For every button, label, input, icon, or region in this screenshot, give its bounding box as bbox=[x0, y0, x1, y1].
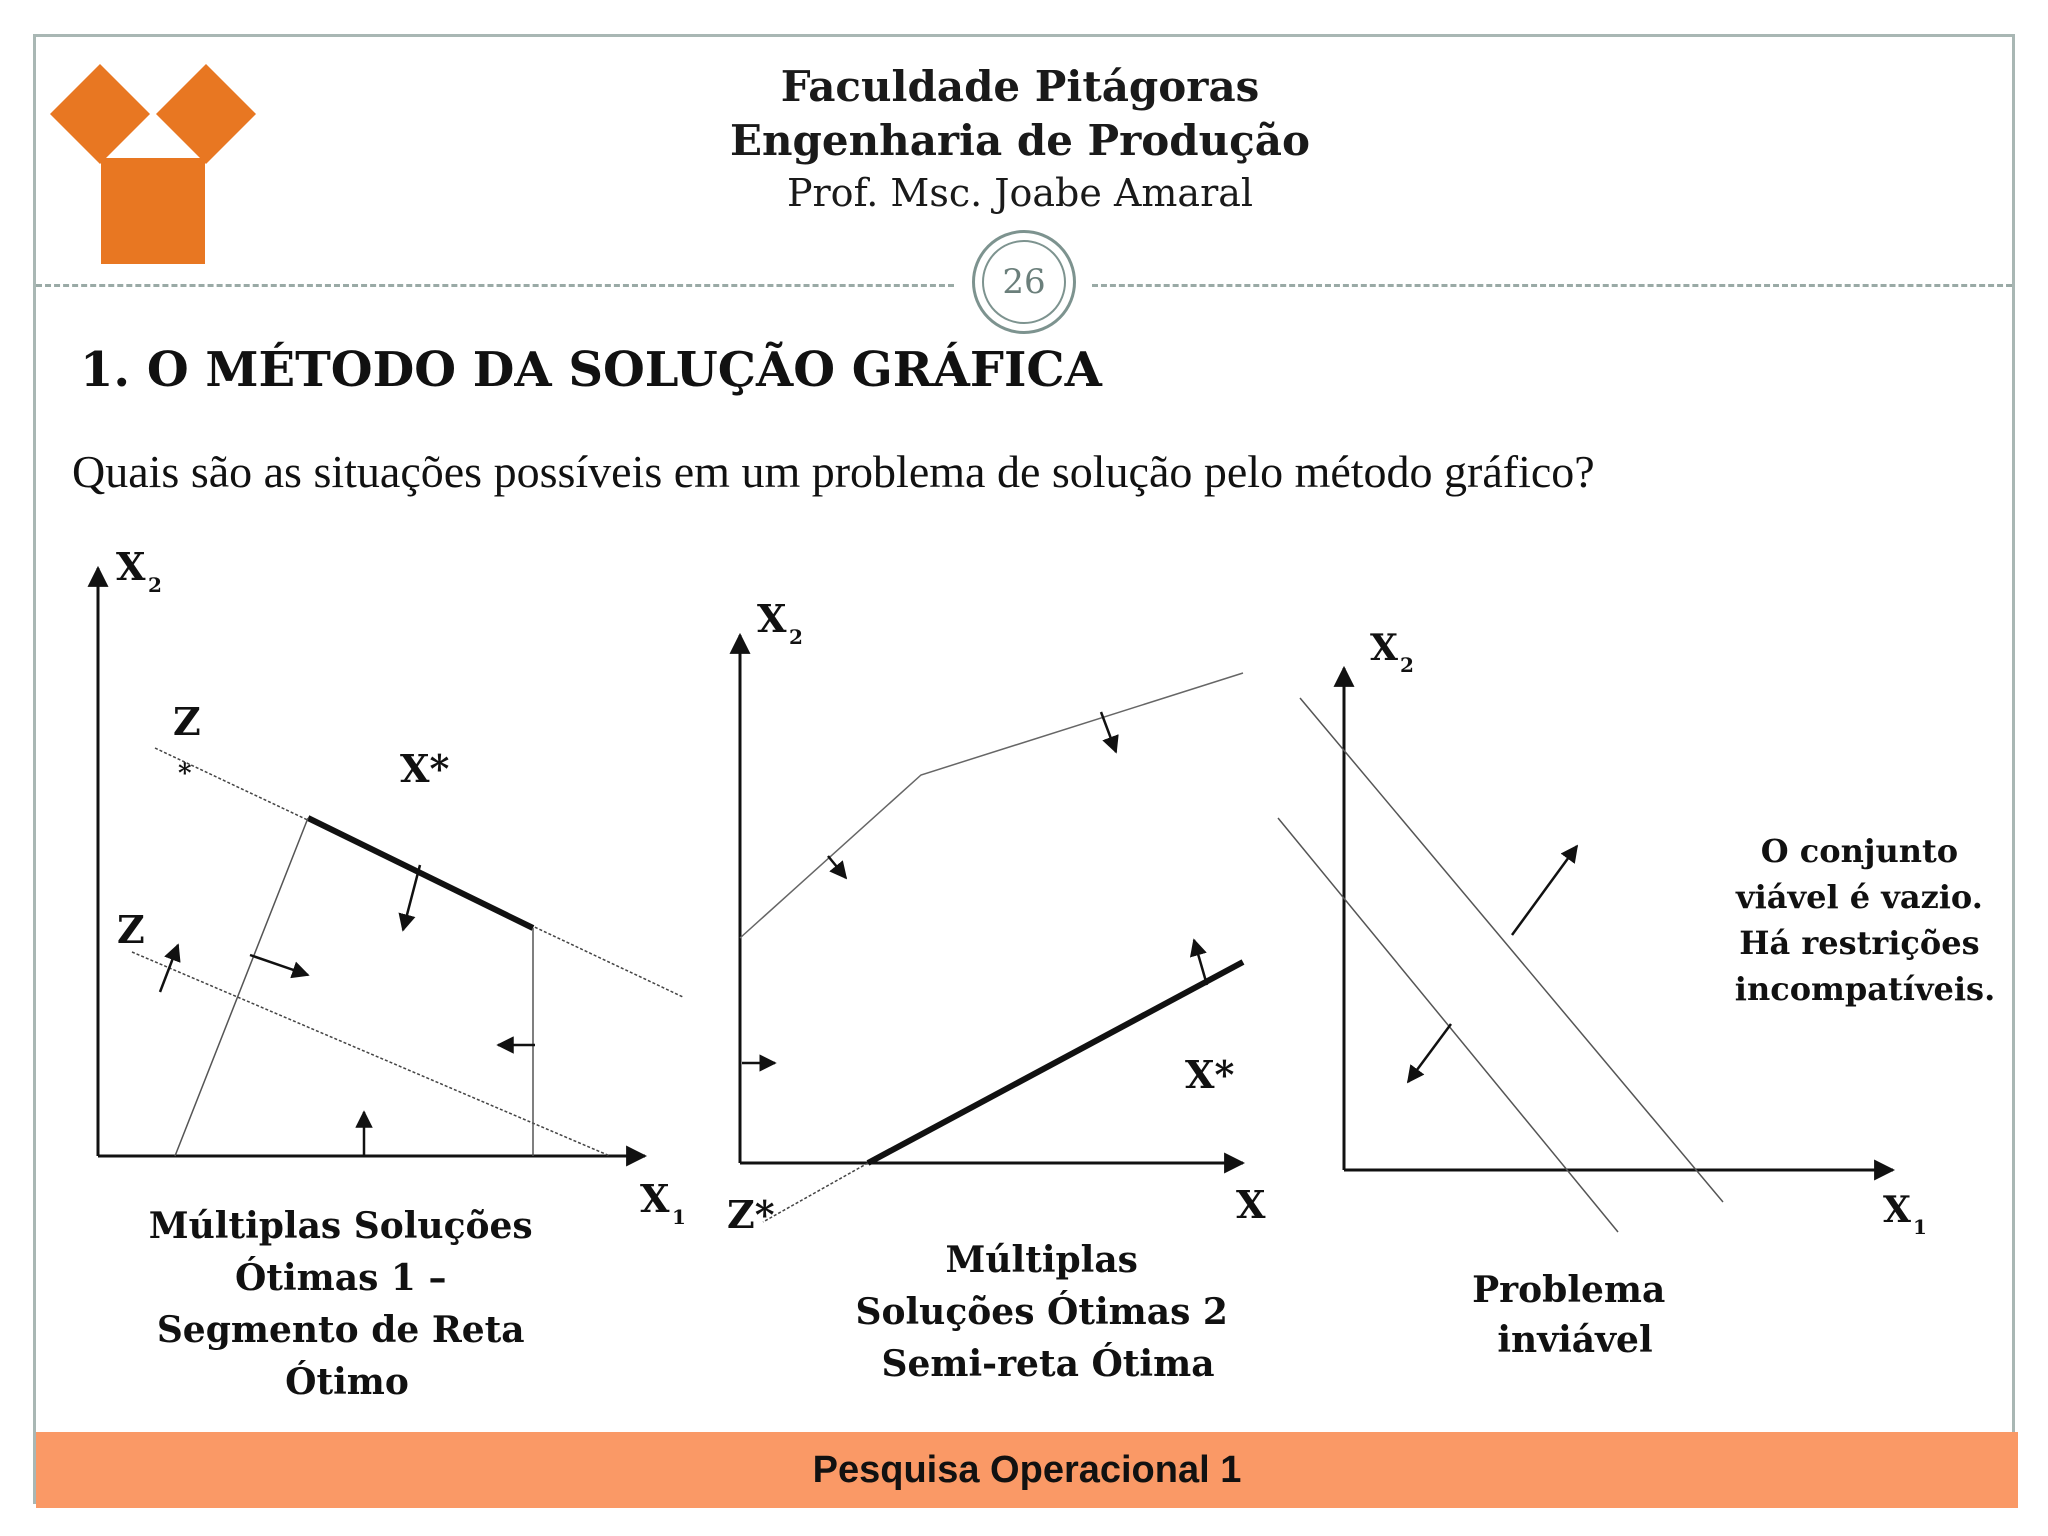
d1-caption: Múltiplas Soluções Ótimas 1 – Segmento de Reta Ótimo bbox=[148, 1205, 533, 1403]
diagram-2 bbox=[727, 596, 1266, 1385]
d3-arrow-up bbox=[1512, 846, 1577, 935]
d2-arrow-top bbox=[1101, 712, 1116, 752]
d1-optimal-segment bbox=[308, 818, 533, 928]
d1-optimum-label: X* bbox=[400, 746, 450, 791]
d2-optimum-label: X* bbox=[1185, 1052, 1235, 1097]
d1-z-top: Z bbox=[173, 699, 201, 744]
footer-title: Pesquisa Operacional 1 bbox=[812, 1448, 1242, 1491]
d1-x-label-sub: 1 bbox=[672, 1205, 686, 1229]
d2-z-line bbox=[763, 1163, 868, 1222]
d2-y-label: X bbox=[757, 596, 787, 641]
question-text: Quais são as situações possíveis em um problema de solução pelo método gráfico? bbox=[72, 446, 1595, 497]
d3-x-label-sub: 1 bbox=[1913, 1215, 1927, 1239]
d3-constraint-a bbox=[1300, 698, 1723, 1202]
d1-z-low: Z bbox=[117, 907, 145, 952]
footer-bar bbox=[36, 1432, 2018, 1508]
d2-arrow-left-boundary bbox=[828, 856, 846, 878]
d2-caption: Múltiplas Soluções Ótimas 2 Semi-reta Ótima bbox=[855, 1239, 1228, 1385]
d1-y-label-sub: 2 bbox=[148, 573, 162, 597]
d2-y-label-sub: 2 bbox=[789, 625, 803, 649]
d1-arrow-z bbox=[160, 945, 178, 992]
d3-y-label-sub: 2 bbox=[1400, 653, 1414, 677]
d1-y-label: X bbox=[116, 544, 146, 589]
d1-z-line-low bbox=[132, 952, 610, 1156]
d1-constraint-left bbox=[175, 818, 308, 1156]
section-title: 1. O MÉTODO DA SOLUÇÃO GRÁFICA bbox=[80, 342, 1102, 398]
d1-z-top-star: * bbox=[178, 759, 192, 789]
d2-arrow-ray bbox=[1194, 940, 1207, 985]
course-name: Engenharia de Produção bbox=[730, 116, 1310, 165]
d3-note: O conjunto viável é vazio. Há restrições incompatíveis. bbox=[1734, 832, 1996, 1008]
d2-z-label: Z* bbox=[727, 1192, 775, 1237]
d3-arrow-down bbox=[1408, 1024, 1451, 1082]
page-number: 26 bbox=[982, 240, 1066, 324]
diagram-3 bbox=[1278, 627, 1995, 1361]
institution-name: Faculdade Pitágoras bbox=[780, 62, 1260, 111]
diagram-1 bbox=[98, 544, 686, 1403]
d3-caption: Problema inviável bbox=[1472, 1269, 1666, 1361]
d2-x-label: X bbox=[1236, 1182, 1266, 1227]
professor-name: Prof. Msc. Joabe Amaral bbox=[786, 171, 1254, 215]
d1-arrow-optimum bbox=[403, 865, 420, 930]
d2-constraint-boundary bbox=[740, 673, 1243, 938]
d3-x-label: X bbox=[1883, 1189, 1911, 1231]
d1-x-label: X bbox=[640, 1176, 670, 1221]
d3-y-label: X bbox=[1370, 627, 1398, 669]
d1-arrow-right bbox=[250, 955, 308, 975]
